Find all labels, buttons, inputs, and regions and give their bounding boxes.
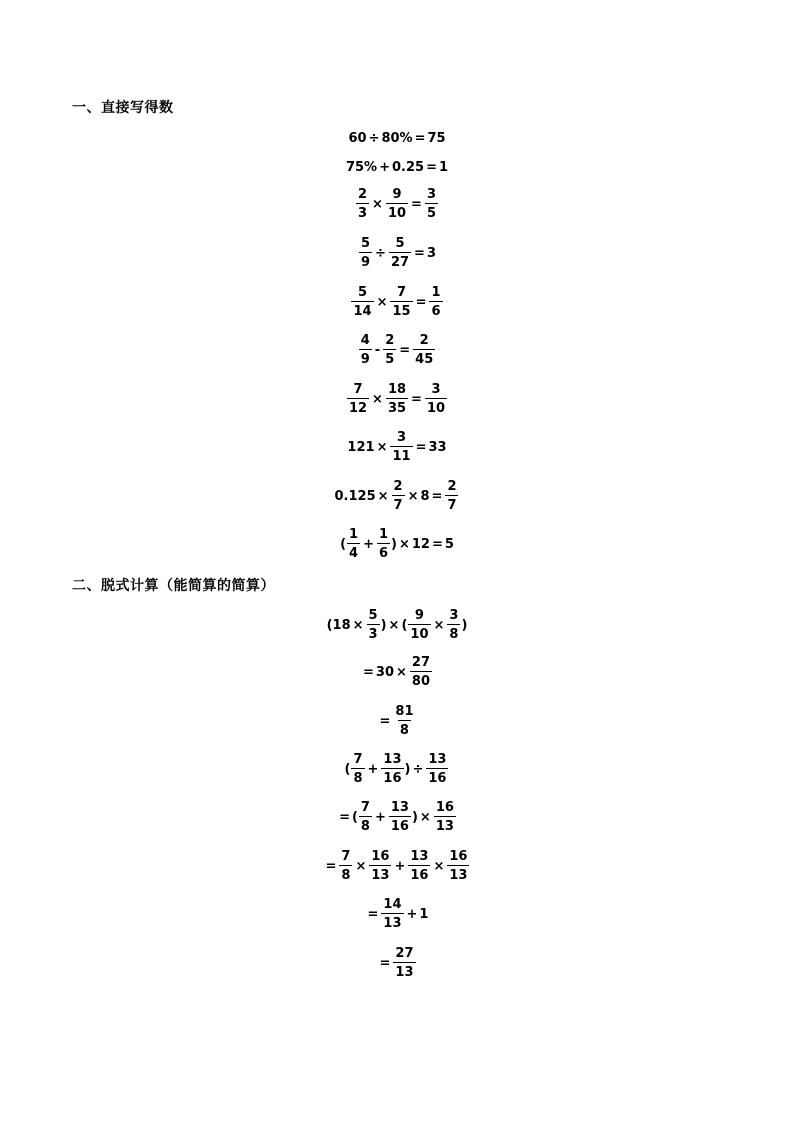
fraction-denominator: 13 <box>381 913 403 930</box>
fraction-numerator: 2 <box>385 333 395 348</box>
term: 8 <box>420 488 430 504</box>
fraction-numerator: 9 <box>414 608 424 623</box>
fraction-denominator: 14 <box>351 301 373 318</box>
operator: = <box>339 809 350 825</box>
fraction <box>347 528 360 560</box>
fraction-numerator: 13 <box>383 752 402 767</box>
operator: = <box>415 294 427 310</box>
fraction-numerator: 7 <box>360 800 370 815</box>
fraction <box>356 188 369 220</box>
fraction-numerator: 4 <box>360 333 370 348</box>
fraction <box>408 609 430 641</box>
fraction <box>393 705 415 737</box>
term: (18 <box>326 617 351 633</box>
fraction-numerator: 13 <box>428 752 447 767</box>
equation-line <box>0 474 794 518</box>
operator: ÷ <box>412 761 424 777</box>
term: 0.25 <box>392 159 425 175</box>
operator: = <box>379 713 391 729</box>
term: ) <box>391 536 397 552</box>
equation-line <box>0 699 794 743</box>
fraction-denominator: 13 <box>393 962 415 979</box>
fraction-numerator: 3 <box>396 430 407 445</box>
fraction-denominator: 10 <box>386 203 408 220</box>
equation-line <box>0 795 794 839</box>
operator: × <box>372 196 383 212</box>
equation-line <box>0 128 794 148</box>
fraction-denominator: 12 <box>347 398 369 415</box>
term: 12 <box>411 536 430 552</box>
fraction <box>383 334 396 366</box>
fraction <box>347 383 369 415</box>
fraction-denominator: 7 <box>445 495 458 512</box>
fraction-numerator: 27 <box>395 946 414 961</box>
fraction <box>381 898 403 930</box>
operator: + <box>363 536 374 552</box>
term: ( <box>340 536 347 552</box>
fraction-numerator: 14 <box>383 897 402 912</box>
fraction <box>429 286 442 318</box>
fraction <box>386 383 408 415</box>
fraction <box>351 753 364 785</box>
operator: × <box>419 809 431 825</box>
term: ) <box>411 809 418 825</box>
equation-line <box>0 747 794 791</box>
fraction-numerator: 16 <box>449 849 468 864</box>
equation-line <box>0 157 794 177</box>
fraction-denominator: 35 <box>386 398 408 415</box>
operator: = <box>414 245 425 261</box>
fraction-denominator: 6 <box>377 543 390 560</box>
term: 3 <box>426 245 436 261</box>
operator: = <box>431 488 443 504</box>
fraction-denominator: 16 <box>389 816 411 833</box>
fraction-numerator: 5 <box>357 285 368 300</box>
operator: - <box>374 342 381 358</box>
equation-line <box>0 425 794 469</box>
fraction <box>377 528 390 560</box>
term: ) <box>380 617 387 633</box>
fraction-numerator: 13 <box>390 800 409 815</box>
equation-line <box>0 377 794 421</box>
fraction-denominator: 3 <box>356 203 369 220</box>
term: ( <box>344 761 351 777</box>
fraction-numerator: 3 <box>449 608 459 623</box>
fraction <box>389 237 411 269</box>
fraction <box>408 850 430 882</box>
fraction-numerator: 1 <box>431 285 441 300</box>
fraction-denominator: 8 <box>339 865 352 882</box>
fraction-numerator: 9 <box>392 187 402 202</box>
fraction <box>389 801 411 833</box>
term: 33 <box>428 439 447 455</box>
operator: × <box>376 294 388 310</box>
fraction <box>393 947 415 979</box>
equation-line <box>0 280 794 324</box>
fraction <box>445 480 458 512</box>
operator: = <box>415 439 427 455</box>
fraction-numerator: 5 <box>361 236 371 251</box>
fraction-numerator: 16 <box>435 800 454 815</box>
fraction <box>351 286 373 318</box>
term: 80% <box>381 130 413 146</box>
equation-line <box>0 892 794 936</box>
operator: = <box>411 196 422 212</box>
operator: = <box>399 342 411 358</box>
operator: × <box>388 617 400 633</box>
fraction <box>447 850 469 882</box>
term: ( <box>351 809 358 825</box>
fraction-denominator: 9 <box>359 252 372 269</box>
term: 121 <box>347 439 375 455</box>
operator: × <box>355 858 367 874</box>
equation-line <box>0 941 794 985</box>
fraction-denominator: 8 <box>351 768 364 785</box>
term: 75% <box>345 159 378 175</box>
operator: ÷ <box>375 245 386 261</box>
operator: × <box>407 488 419 504</box>
fraction-denominator: 15 <box>390 301 412 318</box>
fraction-denominator: 27 <box>389 252 411 269</box>
fraction <box>359 334 372 366</box>
fraction <box>367 609 380 641</box>
operator: × <box>433 858 445 874</box>
fraction-numerator: 2 <box>358 187 368 202</box>
fraction <box>413 334 435 366</box>
operator: = <box>414 130 426 146</box>
operator: + <box>406 906 418 922</box>
fraction-denominator: 16 <box>408 865 430 882</box>
equation-line <box>0 231 794 275</box>
fraction-numerator: 2 <box>447 479 457 494</box>
fraction-numerator: 5 <box>368 608 378 623</box>
operator: + <box>394 858 406 874</box>
fraction <box>425 188 438 220</box>
fraction-numerator: 7 <box>341 849 351 864</box>
fraction-denominator: 13 <box>369 865 391 882</box>
fraction-numerator: 2 <box>419 333 429 348</box>
fraction-denominator: 6 <box>429 301 442 318</box>
term: ) <box>461 617 468 633</box>
equation-line <box>0 650 794 694</box>
fraction-numerator: 3 <box>426 187 436 202</box>
term: 0.125 <box>334 488 376 504</box>
fraction-denominator: 5 <box>425 203 438 220</box>
fraction-denominator: 5 <box>383 349 396 366</box>
fraction-numerator: 81 <box>395 704 414 719</box>
fraction <box>390 431 412 463</box>
fraction <box>339 850 352 882</box>
fraction <box>425 383 447 415</box>
fraction <box>359 237 372 269</box>
term: 1 <box>419 906 429 922</box>
fraction <box>381 753 403 785</box>
fraction-denominator: 8 <box>447 624 460 641</box>
fraction <box>369 850 391 882</box>
fraction-numerator: 27 <box>411 655 430 670</box>
operator: + <box>374 809 386 825</box>
operator: + <box>367 761 379 777</box>
section-1-heading: 一、直接写得数 <box>72 100 174 116</box>
term: 75 <box>427 130 446 146</box>
fraction <box>410 656 432 688</box>
equation-line <box>0 603 794 647</box>
fraction-denominator: 8 <box>359 816 372 833</box>
operator: × <box>433 617 445 633</box>
operator: + <box>379 159 390 175</box>
fraction-denominator: 10 <box>408 624 430 641</box>
section-2-heading: 二、脱式计算（能简算的简算） <box>72 578 275 594</box>
fraction-denominator: 4 <box>347 543 360 560</box>
equation-line <box>0 844 794 888</box>
fraction-denominator: 8 <box>398 720 411 737</box>
operator: = <box>426 159 437 175</box>
fraction-numerator: 1 <box>349 527 359 542</box>
term: ) <box>404 761 411 777</box>
fraction-denominator: 11 <box>390 446 412 463</box>
operator: × <box>372 391 383 407</box>
operator: × <box>352 617 364 633</box>
term: ( <box>401 617 408 633</box>
operator: = <box>363 664 374 680</box>
fraction-denominator: 3 <box>367 624 380 641</box>
term: 60 <box>348 130 367 146</box>
fraction <box>390 286 412 318</box>
fraction-numerator: 3 <box>431 382 441 397</box>
fraction-denominator: 13 <box>447 865 469 882</box>
fraction-numerator: 2 <box>393 479 403 494</box>
operator: = <box>367 906 379 922</box>
fraction-numerator: 7 <box>353 382 363 397</box>
operator: × <box>376 439 388 455</box>
fraction-denominator: 45 <box>413 349 435 366</box>
term: 5 <box>444 536 454 552</box>
fraction-denominator: 80 <box>410 671 432 688</box>
operator: × <box>396 664 407 680</box>
fraction-numerator: 7 <box>353 752 363 767</box>
fraction-denominator: 16 <box>381 768 403 785</box>
fraction <box>392 480 405 512</box>
operator: × <box>377 488 389 504</box>
fraction <box>359 801 372 833</box>
fraction-numerator: 18 <box>387 382 407 397</box>
fraction-numerator: 13 <box>410 849 429 864</box>
fraction-denominator: 7 <box>392 495 405 512</box>
operator: = <box>325 858 337 874</box>
fraction-denominator: 9 <box>359 349 372 366</box>
equation-line <box>0 522 794 566</box>
operator: = <box>379 955 391 971</box>
fraction-denominator: 16 <box>426 768 448 785</box>
fraction <box>386 188 408 220</box>
operator: = <box>431 536 443 552</box>
fraction <box>447 609 460 641</box>
equation-line <box>0 328 794 372</box>
term: 30 <box>375 664 394 680</box>
operator: ÷ <box>368 130 380 146</box>
operator: × <box>398 536 410 552</box>
fraction <box>434 801 456 833</box>
fraction <box>426 753 448 785</box>
equation-line <box>0 182 794 226</box>
fraction-numerator: 1 <box>378 527 389 542</box>
fraction-denominator: 10 <box>425 398 447 415</box>
fraction-denominator: 13 <box>434 816 456 833</box>
operator: = <box>411 391 422 407</box>
term: 1 <box>438 159 449 175</box>
fraction-numerator: 7 <box>396 285 407 300</box>
fraction-numerator: 16 <box>371 849 390 864</box>
fraction-numerator: 5 <box>395 236 405 251</box>
